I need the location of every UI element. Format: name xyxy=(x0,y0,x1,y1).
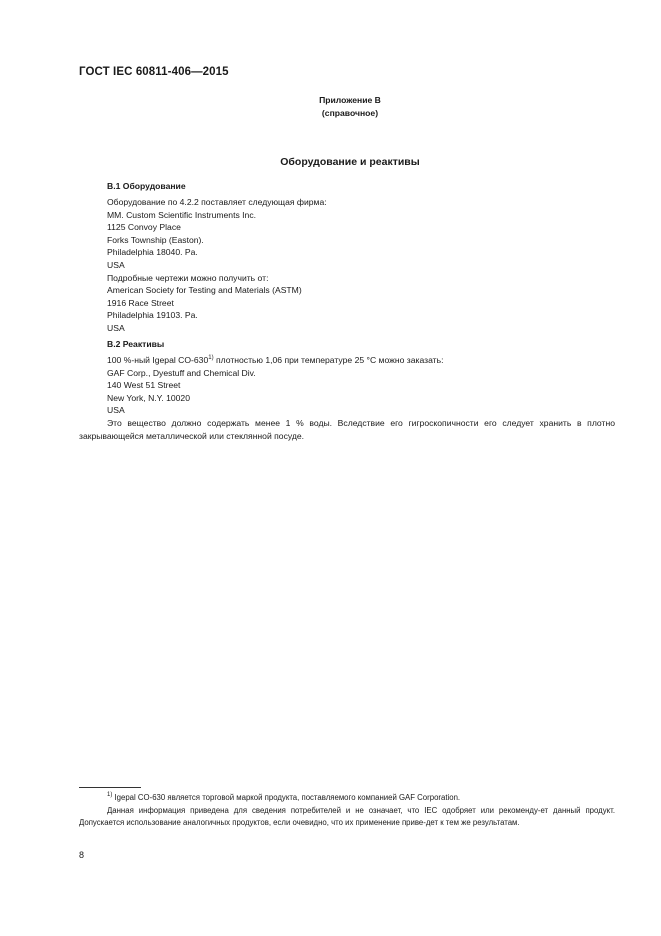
text-line: Оборудование по 4.2.2 поставляет следующая фирма: xyxy=(107,197,327,207)
section-b1-heading: В.1 Оборудование xyxy=(107,181,186,191)
text-line: USA xyxy=(107,405,125,416)
text-line: MM. Custom Scientific Instruments Inc. xyxy=(107,209,256,220)
text-line: Philadelphia 19103. Pa. xyxy=(107,310,198,321)
section-b2-note: Это вещество должно содержать менее 1 % воды. Вследствие его гигроскопичности его следует хранить в плотно закрывающейся металлической или стеклянной посуде. xyxy=(79,418,615,441)
document-header: ГОСТ IEC 60811-406—2015 xyxy=(79,66,229,78)
section-title: Оборудование и реактивы xyxy=(280,156,420,168)
annex-title: Приложение В xyxy=(319,95,381,105)
text-line xyxy=(107,354,443,367)
footnote-reference: 1) xyxy=(208,355,214,361)
text-line: USA xyxy=(107,322,125,333)
footnote-divider xyxy=(79,787,141,788)
section-b1-body xyxy=(107,196,327,335)
text-line: 140 West 51 Street xyxy=(107,380,181,391)
footnote-note: Данная информация приведена для сведения потребителей и не означает, что IEC одобряет или рекоменду-ет данный продукт. Допускается использование аналогичных продуктов, если очевидно, что их применение приве-дет к тем же результатам. xyxy=(79,806,615,827)
footnote-mark: 1) xyxy=(107,792,113,798)
text-line: Подробные чертежи можно получить от: xyxy=(107,272,269,283)
text-line: GAF Corp., Dyestuff and Chemical Div. xyxy=(107,367,256,378)
page-number: 8 xyxy=(79,850,85,860)
text-line: USA xyxy=(107,259,125,270)
footnote-text: Igepal CO-630 является торговой маркой продукта, поставляемого компанией GAF Corporation. xyxy=(112,793,461,802)
section-b2-heading: В.2 Реактивы xyxy=(107,339,165,349)
section-b2-body xyxy=(107,354,443,417)
text-line: Philadelphia 18040. Pa. xyxy=(107,247,198,258)
text-line: 1125 Convoy Place xyxy=(107,222,181,233)
annex-status: (справочное) xyxy=(321,108,379,118)
text-line: 1916 Race Street xyxy=(107,297,174,308)
footnote-1 xyxy=(79,792,615,804)
text-line: New York, N.Y. 10020 xyxy=(107,392,190,403)
text-fragment: 100 %-ный Igepal CO-630 xyxy=(107,355,209,365)
text-line: Forks Township (Easton). xyxy=(107,234,204,245)
text-fragment: плотностью 1,06 при температуре 25 °С можно заказать: xyxy=(213,355,444,365)
text-line: American Society for Testing and Materials (ASTM) xyxy=(107,285,302,296)
